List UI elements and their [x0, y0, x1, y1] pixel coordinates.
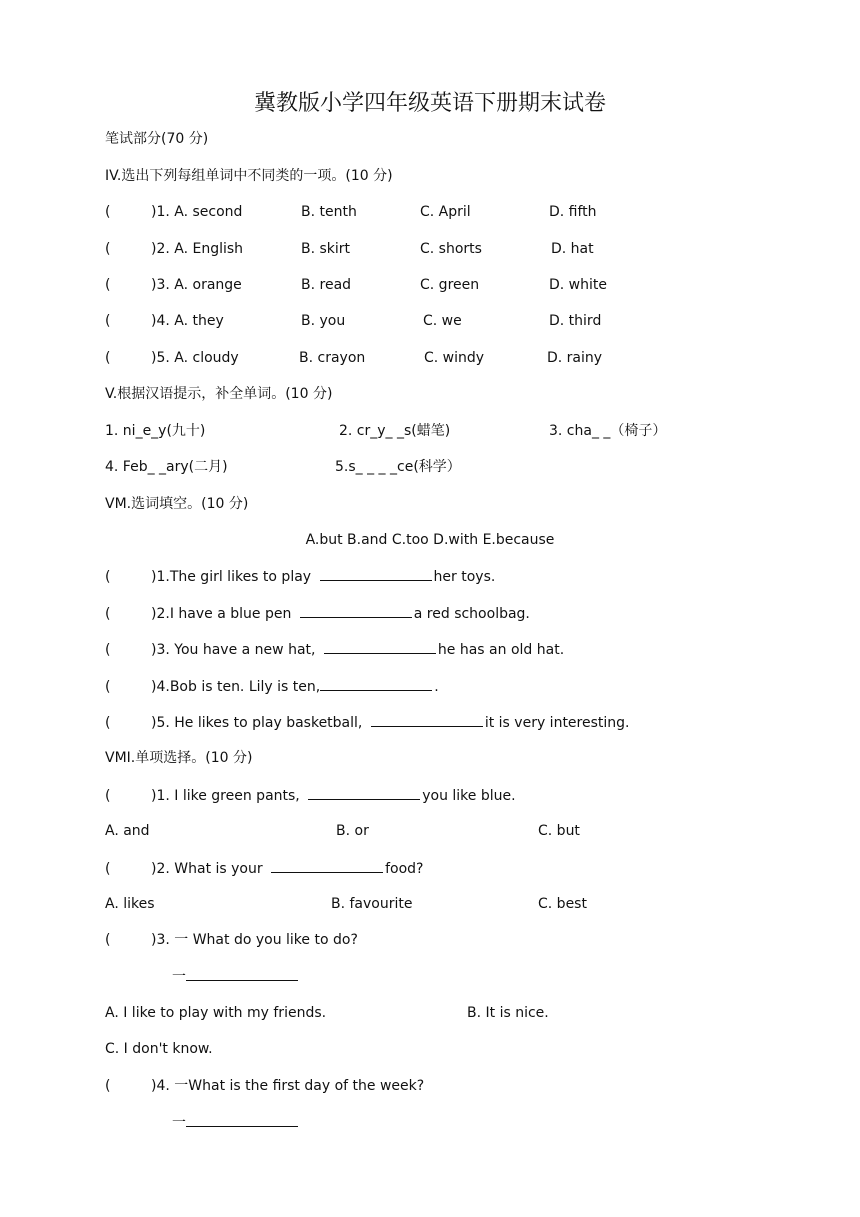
word-item: 4. Feb_ _ary(二月)	[105, 459, 228, 475]
option-d: D. third	[549, 313, 602, 329]
dash: 一	[172, 969, 186, 985]
paren: (	[105, 715, 111, 731]
sentence-start: )4.Bob is ten. Lily is ten,	[151, 679, 321, 695]
answer-line	[172, 1112, 300, 1133]
option-b: B. read	[301, 277, 352, 293]
question-option-a: )3. A. orange	[151, 277, 242, 293]
answer-blank[interactable]	[186, 966, 298, 981]
sentence-start: )2.I have a blue pen	[151, 606, 296, 622]
sentence-start: )2. What is your	[151, 861, 268, 877]
paren: (	[105, 204, 111, 220]
option-d: D. hat	[551, 241, 594, 257]
paren: (	[105, 788, 111, 804]
answer-blank[interactable]	[300, 603, 412, 618]
sentence-end: you like blue.	[422, 788, 516, 804]
sentence-end: food?	[385, 861, 424, 877]
answer-blank[interactable]	[271, 858, 383, 873]
question-option-a: )5. A. cloudy	[151, 350, 239, 366]
fill-row	[105, 603, 530, 624]
option-c: C. but	[538, 823, 580, 839]
sentence-end: he has an old hat.	[437, 642, 565, 658]
section-5-heading: V.根据汉语提示，补全单词。(10 分)	[105, 386, 333, 402]
sentence-start: )1.The girl likes to play	[151, 569, 316, 585]
choice-question-3	[105, 930, 358, 950]
option-c: C. we	[423, 313, 462, 329]
paren: (	[105, 642, 111, 658]
paren: (	[105, 861, 111, 877]
paren: (	[105, 606, 111, 622]
word-item: 2. cr_y_ _s(蜡笔)	[339, 423, 451, 439]
word-item: 1. ni_e_y(九十)	[105, 423, 206, 439]
option-c: C. April	[420, 204, 471, 220]
question-option-a: )4. A. they	[151, 313, 224, 329]
option-a: A. likes	[105, 896, 155, 912]
paren: (	[105, 569, 111, 585]
word-bank: A.but B.and C.too D.with E.because	[305, 532, 555, 548]
option-d: D. white	[549, 277, 607, 293]
option-b: B. favourite	[331, 896, 413, 912]
paren: (	[105, 932, 111, 948]
fill-row	[105, 566, 495, 587]
sentence-end: her toys.	[433, 569, 496, 585]
fill-row	[105, 639, 564, 660]
option-d: D. fifth	[549, 204, 597, 220]
paren: (	[105, 679, 111, 695]
answer-blank[interactable]	[186, 1112, 298, 1127]
question-option-a: )2. A. English	[151, 241, 244, 257]
sentence-start: )3. You have a new hat,	[151, 642, 320, 658]
sentence-end: a red schoolbag.	[413, 606, 530, 622]
sentence-start: )5. He likes to play basketball,	[151, 715, 367, 731]
answer-blank[interactable]	[320, 676, 432, 691]
choice-question-1	[105, 785, 516, 806]
choice-question-2	[105, 858, 423, 879]
option-c: C. green	[420, 277, 480, 293]
answer-blank[interactable]	[320, 566, 432, 581]
option-b: B. It is nice.	[467, 1005, 549, 1021]
paren: (	[105, 241, 111, 257]
fill-row	[105, 676, 439, 697]
paren: (	[105, 277, 111, 293]
page-title: 冀教版小学四年级英语下册期末试卷	[253, 91, 606, 116]
section-4-heading: IV.选出下列每组单词中不同类的一项。(10 分)	[105, 168, 393, 184]
section-6-heading: VM.选词填空。(10 分)	[105, 496, 249, 512]
answer-blank[interactable]	[371, 712, 483, 727]
question-option-a: )1. A. second	[151, 204, 243, 220]
question-text: )3. 一 What do you like to do?	[151, 932, 358, 948]
option-b: B. tenth	[301, 204, 357, 220]
option-a: A. I like to play with my friends.	[105, 1005, 327, 1021]
option-c: C. shorts	[420, 241, 482, 257]
option-c: C. I don't know.	[105, 1041, 213, 1057]
option-c: C. windy	[424, 350, 485, 366]
answer-blank[interactable]	[308, 785, 420, 800]
section-7-heading: VMI.单项选择。(10 分)	[105, 750, 253, 766]
paren: (	[105, 313, 111, 329]
word-item: 3. cha_ _（椅子）	[549, 423, 667, 439]
option-b: B. you	[301, 313, 346, 329]
choice-question-4	[105, 1076, 424, 1096]
paren: (	[105, 1078, 111, 1094]
option-b: B. crayon	[299, 350, 366, 366]
sentence-start: )1. I like green pants,	[151, 788, 305, 804]
option-b: B. skirt	[301, 241, 351, 257]
dash: 一	[172, 1115, 186, 1131]
written-part-label: 笔试部分(70 分)	[105, 131, 209, 147]
option-d: D. rainy	[547, 350, 603, 366]
word-item: 5.s_ _ _ _ce(科学）	[335, 459, 461, 475]
sentence-end: .	[434, 679, 439, 695]
fill-row	[105, 712, 630, 733]
sentence-end: it is very interesting.	[484, 715, 630, 731]
answer-line	[172, 966, 300, 987]
paren: (	[105, 350, 111, 366]
question-text: )4. 一What is the first day of the week?	[151, 1078, 425, 1094]
answer-blank[interactable]	[324, 639, 436, 654]
option-a: A. and	[105, 823, 150, 839]
option-b: B. or	[336, 823, 369, 839]
option-c: C. best	[538, 896, 587, 912]
